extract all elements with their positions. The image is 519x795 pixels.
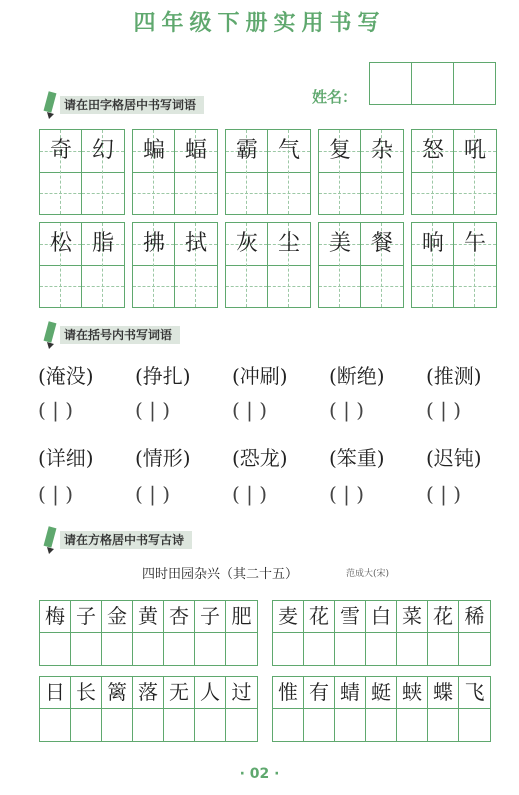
grid-line — [454, 286, 496, 287]
poem-blank-cell[interactable] — [273, 709, 304, 741]
bracket-blank-row-2[interactable] — [38, 482, 519, 506]
poem-grid-line-4 — [272, 676, 491, 742]
bracket-blank[interactable]: ( | ) — [38, 482, 74, 506]
tianzige-word-block[interactable] — [318, 222, 404, 308]
character: 午 — [463, 231, 486, 256]
bracket-word: (淹没) — [38, 364, 94, 388]
grid-line — [82, 193, 124, 194]
poem-blank-cell[interactable] — [366, 633, 397, 665]
grid-line — [268, 265, 310, 266]
poem-blank-cell[interactable] — [164, 709, 195, 741]
poem-blank-cell[interactable] — [428, 709, 459, 741]
grid-line — [175, 286, 217, 287]
poem-blank-row[interactable] — [273, 709, 490, 741]
pencil-icon — [40, 525, 60, 555]
bracket-word: (恐龙) — [232, 446, 288, 470]
grid-line — [226, 193, 267, 194]
poem-character: 花 — [428, 601, 459, 633]
poem-blank-cell[interactable] — [366, 709, 397, 741]
tianzige-cell[interactable] — [361, 130, 403, 214]
grid-line — [175, 172, 217, 173]
poem-character: 篱 — [102, 677, 133, 709]
grid-line — [133, 286, 174, 287]
character: 奇 — [49, 138, 72, 163]
tianzige-cell[interactable] — [226, 130, 268, 214]
poem-character: 花 — [304, 601, 335, 633]
poem-character: 惟 — [273, 677, 304, 709]
grid-line — [412, 193, 453, 194]
grid-line — [454, 193, 496, 194]
page-title: 四年级下册实用书写 — [133, 11, 386, 36]
poem-blank-cell[interactable] — [164, 633, 195, 665]
poem-blank-cell[interactable] — [428, 633, 459, 665]
grid-line — [454, 172, 496, 173]
poem-blank-row[interactable] — [40, 709, 257, 741]
grid-line — [82, 265, 124, 266]
character: 脂 — [91, 231, 114, 256]
poem-character: 日 — [40, 677, 71, 709]
poem-character: 肥 — [226, 601, 257, 633]
bracket-word: (情形) — [135, 446, 191, 470]
poem-character: 蛱 — [397, 677, 428, 709]
poem-blank-cell[interactable] — [304, 709, 335, 741]
character: 气 — [277, 138, 300, 163]
poem-grid-line-2 — [272, 600, 491, 666]
tianzige-word-block[interactable] — [132, 129, 218, 215]
grid-line — [361, 193, 403, 194]
character: 蝠 — [184, 138, 207, 163]
section-header-2 — [40, 320, 180, 350]
character: 怒 — [421, 138, 444, 163]
character: 吼 — [463, 138, 486, 163]
grid-line — [82, 286, 124, 287]
poem-blank-cell[interactable] — [102, 633, 133, 665]
grid-line — [175, 265, 217, 266]
section-title-3: 请在方格居中书写古诗 — [60, 531, 192, 549]
grid-line — [226, 286, 267, 287]
tianzige-word-block[interactable] — [132, 222, 218, 308]
tianzige-cell[interactable] — [175, 223, 217, 307]
tianzige-word-block[interactable] — [411, 222, 497, 308]
poem-blank-cell[interactable] — [40, 709, 71, 741]
grid-line — [454, 265, 496, 266]
tianzige-cell[interactable] — [40, 223, 82, 307]
section-header-1 — [40, 90, 204, 120]
character: 松 — [49, 231, 72, 256]
poem-grid-line-1 — [39, 600, 258, 666]
poem-blank-cell[interactable] — [133, 709, 164, 741]
bracket-blank[interactable]: ( | ) — [38, 398, 74, 422]
section-header-3 — [40, 525, 192, 555]
poem-blank-cell[interactable] — [335, 633, 366, 665]
tianzige-cell[interactable] — [319, 130, 361, 214]
character: 餐 — [370, 231, 393, 256]
bracket-blank-row-1[interactable] — [38, 398, 519, 422]
bracket-blank[interactable]: ( | ) — [329, 398, 365, 422]
poem-blank-cell[interactable] — [226, 709, 257, 741]
poem-character: 金 — [102, 601, 133, 633]
tianzige-cell[interactable] — [226, 223, 268, 307]
grid-line — [82, 172, 124, 173]
poem-character: 梅 — [40, 601, 71, 633]
poem-blank-cell[interactable] — [459, 633, 490, 665]
poem-char-row — [40, 677, 257, 709]
poem-character: 稀 — [459, 601, 490, 633]
bracket-blank[interactable]: ( | ) — [426, 482, 462, 506]
poem-character: 落 — [133, 677, 164, 709]
poem-character: 子 — [71, 601, 102, 633]
bracket-word: (冲刷) — [232, 364, 288, 388]
tianzige-word-block[interactable] — [39, 222, 125, 308]
character: 蝙 — [142, 138, 165, 163]
poem-character: 黄 — [133, 601, 164, 633]
poem-blank-row[interactable] — [40, 633, 257, 665]
character: 晌 — [421, 231, 444, 256]
bracket-blank[interactable]: ( | ) — [329, 482, 365, 506]
tianzige-cell[interactable] — [40, 130, 82, 214]
tianzige-word-block[interactable] — [411, 129, 497, 215]
poem-character: 杏 — [164, 601, 195, 633]
grid-line — [40, 286, 81, 287]
grid-line — [319, 286, 360, 287]
grid-line — [40, 193, 81, 194]
tianzige-cell[interactable] — [454, 223, 496, 307]
character: 尘 — [277, 231, 300, 256]
poem-character: 无 — [164, 677, 195, 709]
poem-character: 蝶 — [428, 677, 459, 709]
character: 霸 — [235, 138, 258, 163]
bracket-row-1 — [38, 360, 519, 389]
name-label: 姓名： — [312, 88, 358, 106]
poem-character: 雪 — [335, 601, 366, 633]
poem-blank-cell[interactable] — [195, 709, 226, 741]
character: 灰 — [235, 231, 258, 256]
poem-blank-cell[interactable] — [304, 633, 335, 665]
bracket-blank[interactable]: ( | ) — [135, 398, 171, 422]
poem-character: 蜓 — [366, 677, 397, 709]
tianzige-cell[interactable] — [361, 223, 403, 307]
tianzige-word-block[interactable] — [225, 129, 311, 215]
poem-character: 麦 — [273, 601, 304, 633]
poem-character: 蜻 — [335, 677, 366, 709]
character: 拂 — [142, 231, 165, 256]
poem-title: 四时田园杂兴（其二十五） — [142, 567, 299, 582]
poem-char-row — [273, 677, 490, 709]
grid-line — [319, 193, 360, 194]
poem-character: 长 — [71, 677, 102, 709]
poem-grid-line-3 — [39, 676, 258, 742]
tianzige-cell[interactable] — [268, 130, 310, 214]
bracket-word: (断绝) — [329, 364, 385, 388]
poem-blank-cell[interactable] — [335, 709, 366, 741]
poem-blank-cell[interactable] — [195, 633, 226, 665]
section-title-2: 请在括号内书写词语 — [60, 326, 180, 344]
tianzige-cell[interactable] — [412, 130, 454, 214]
tianzige-cell[interactable] — [82, 223, 124, 307]
grid-line — [361, 172, 403, 173]
character: 拭 — [184, 231, 207, 256]
grid-line — [268, 193, 310, 194]
poem-character: 飞 — [459, 677, 490, 709]
section-title-1: 请在田字格居中书写词语 — [60, 96, 204, 114]
bracket-word: (推测) — [426, 364, 482, 388]
tianzige-cell[interactable] — [412, 223, 454, 307]
character: 复 — [328, 138, 351, 163]
poem-char-row — [273, 601, 490, 633]
tianzige-word-block[interactable] — [39, 129, 125, 215]
poem-blank-cell[interactable] — [397, 633, 428, 665]
grid-line — [268, 286, 310, 287]
poem-character: 菜 — [397, 601, 428, 633]
tianzige-cell[interactable] — [133, 223, 175, 307]
bracket-blank[interactable]: ( | ) — [426, 398, 462, 422]
poem-char-row — [40, 601, 257, 633]
poem-blank-cell[interactable] — [459, 709, 490, 741]
poem-blank-cell[interactable] — [71, 709, 102, 741]
tianzige-cell[interactable] — [133, 130, 175, 214]
tianzige-cell[interactable] — [268, 223, 310, 307]
bracket-row-2 — [38, 442, 519, 471]
tianzige-cell[interactable] — [175, 130, 217, 214]
pencil-icon — [40, 90, 60, 120]
bracket-word: (详细) — [38, 446, 94, 470]
poem-blank-cell[interactable] — [102, 709, 133, 741]
poem-character: 白 — [366, 601, 397, 633]
poem-blank-cell[interactable] — [71, 633, 102, 665]
poem-character: 子 — [195, 601, 226, 633]
grid-line — [412, 286, 453, 287]
character: 杂 — [370, 138, 393, 163]
bracket-blank[interactable]: ( | ) — [135, 482, 171, 506]
pencil-icon — [40, 320, 60, 350]
grid-line — [133, 193, 174, 194]
grid-line — [175, 193, 217, 194]
grid-line — [361, 286, 403, 287]
tianzige-cell[interactable] — [82, 130, 124, 214]
tianzige-cell[interactable] — [454, 130, 496, 214]
poem-character: 过 — [226, 677, 257, 709]
grid-line — [268, 172, 310, 173]
poem-character: 有 — [304, 677, 335, 709]
tianzige-word-block[interactable] — [318, 129, 404, 215]
tianzige-word-block[interactable] — [225, 222, 311, 308]
character: 幻 — [91, 138, 114, 163]
name-boxes[interactable] — [369, 62, 496, 105]
poem-blank-cell[interactable] — [226, 633, 257, 665]
poem-blank-cell[interactable] — [273, 633, 304, 665]
grid-line — [361, 265, 403, 266]
poem-blank-row[interactable] — [273, 633, 490, 665]
bracket-blank[interactable]: ( | ) — [232, 482, 268, 506]
bracket-blank[interactable]: ( | ) — [232, 398, 268, 422]
tianzige-cell[interactable] — [319, 223, 361, 307]
poem-character: 人 — [195, 677, 226, 709]
poem-blank-cell[interactable] — [133, 633, 164, 665]
poem-blank-cell[interactable] — [397, 709, 428, 741]
page-number: · 02 · — [239, 766, 280, 782]
poem-author: 范成大(宋) — [346, 569, 390, 579]
bracket-word: (迟钝) — [426, 446, 482, 470]
bracket-word: (挣扎) — [135, 364, 191, 388]
poem-blank-cell[interactable] — [40, 633, 71, 665]
bracket-word: (笨重) — [329, 446, 385, 470]
character: 美 — [328, 231, 351, 256]
